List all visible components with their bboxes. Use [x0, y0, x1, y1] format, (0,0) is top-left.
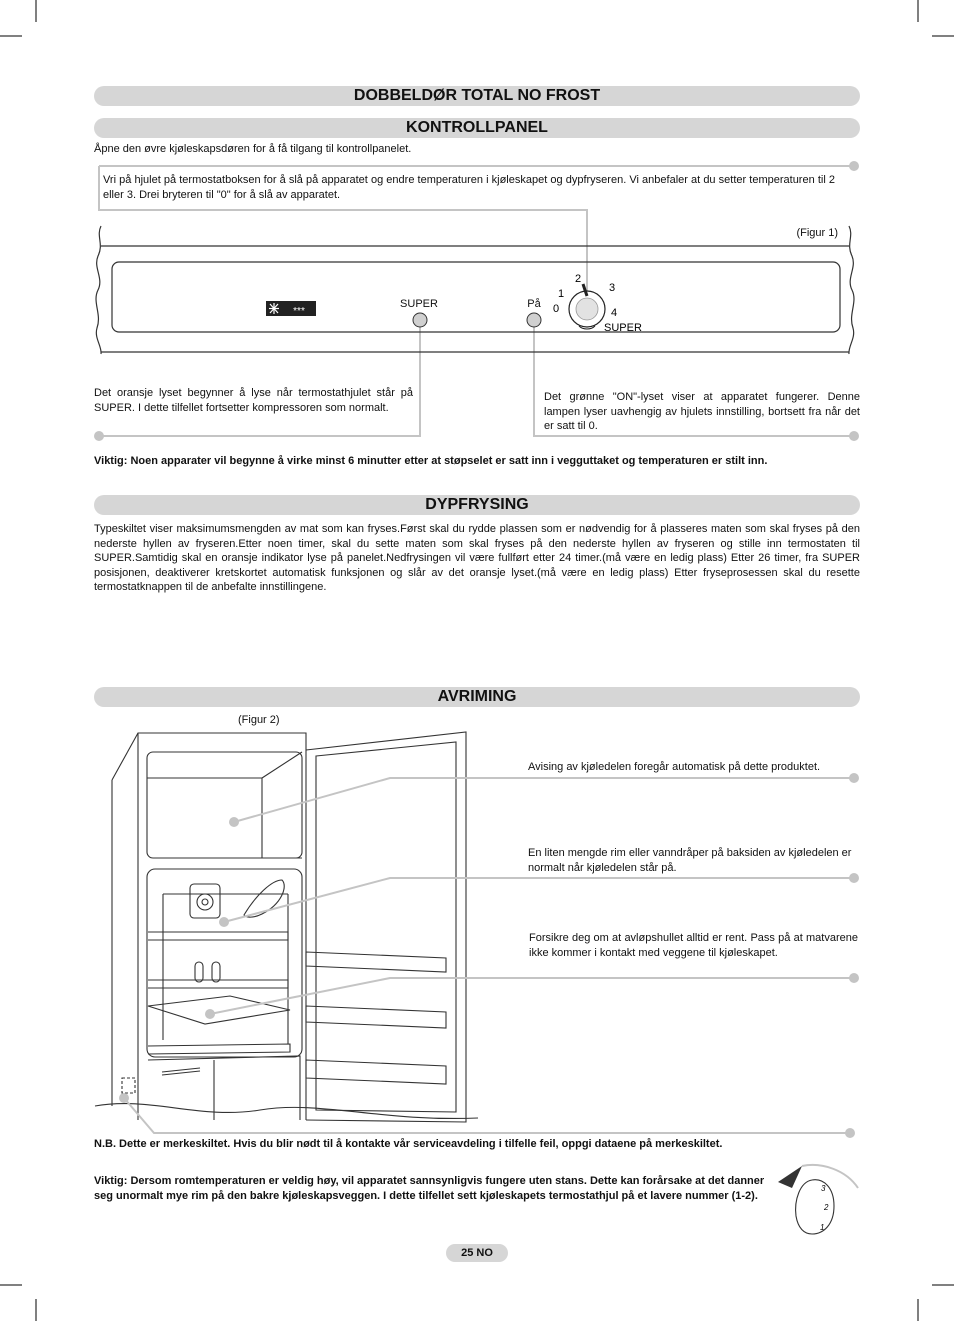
knob-number-2: 2 [824, 1203, 829, 1212]
dial-number-0: 0 [552, 303, 560, 315]
page-number: 25 NO [446, 1244, 508, 1262]
super-lamp-label: SUPER [400, 298, 438, 310]
figure1-label: (Figur 1) [796, 227, 838, 239]
avriming-callout-frost: En liten mengde rim eller vanndråper på baksiden av kjøledelen er normalt når kjøledelen står på. [528, 847, 852, 874]
kontrollpanel-intro: Åpne den øvre kjøleskapsdøren for å få tilgang til kontrollpanelet. [94, 143, 412, 155]
callout-super-lamp: Det oransje lyset begynner å lyse når termostathjulet står på SUPER. I dette tilfellet fortsetter kompressoren som normalt. [94, 387, 413, 414]
document-title: DOBBELDØR TOTAL NO FROST [94, 86, 860, 106]
on-lamp-label: På [527, 298, 541, 310]
callout-on-lamp: Det grønne "ON"-lyset viser at apparatet fungerer. Denne lampen lyser uavhengig av hjulets innstilling, bortsett fra når det er satt til 0. [544, 391, 860, 432]
dial-number-4: 4 [610, 307, 618, 319]
avriming-callout-drain: Forsikre deg om at avløpshullet alltid er rent. Pass på at matvarene ikke kommer i kontakt med veggene til kjøleskapet. [529, 932, 858, 959]
dial-super-label: SUPER [604, 322, 642, 334]
section-heading-kontrollpanel: KONTROLLPANEL [94, 118, 860, 138]
figure2-label: (Figur 2) [238, 714, 280, 726]
avriming-important-note: Viktig: Dersom romtemperaturen er veldig høy, vil apparatet sannsynligvis fungere uten stans. Dette kan forårsake at det danner seg unormalt mye rim på den bakre kjøleskapsveggen. I dette tilfellet sett kjøleskapets termostathjul på et lavere nummer (1-2). [94, 1175, 765, 1202]
section-heading-avriming: AVRIMING [94, 687, 860, 707]
avriming-callout-automatic: Avising av kjøledelen foregår automatisk på dette produktet. [528, 761, 821, 773]
section-heading-dypfrysing: DYPFRYSING [94, 495, 860, 515]
dial-number-2: 2 [574, 273, 582, 285]
kontrollpanel-important-note: Viktig: Noen apparater vil begynne å virke minst 6 minutter etter at støpselet er satt inn i vegguttaket og temperaturen er stilt inn. [94, 455, 768, 467]
dial-number-1: 1 [557, 288, 565, 300]
dypfrysing-body: Typeskiltet viser maksimumsmengden av mat som kan fryses.Først skal du rydde plassen som er nødvendig for å plasseres maten som skal fryses på den nederste hyllen av fryseren.Etter noen timer, skal du sette maten som skal fryses på den nederste hyllen av fryseren og stille inn termostaten til SUPER.Samtidig skal en oransje indikator lyse på panelet.Nedfrysingen vil være fullført etter 24 timer.(må være en ledig plass) Etter 26 timer, fra SUPER posisjonen, deaktiverer kretskortet automatisk funksjonen og slår av det oransje lyset.(må være en ledig plass) Etter fryseprosessen skal du resette termostatknappen til de anbefalte innstillingene. [94, 523, 860, 593]
avriming-nb-note: N.B. Dette er merkeskiltet. Hvis du blir nødt til å kontakte vår serviceavdeling i tilfelle feil, oppgi dataene på merkeskiltet. [94, 1138, 723, 1150]
callout-thermostat: Vri på hjulet på termostatboksen for å slå på apparatet og endre temperaturen i kjøleskapet og dypfryseren. Vi anbefaler at du setter temperaturen til 2 eller 3. Drei bryteren til "0" for å slå av apparatet. [103, 174, 835, 201]
dial-number-3: 3 [608, 282, 616, 294]
thermostat-knob-illustration [772, 1160, 862, 1240]
freezer-stars: *** [293, 306, 305, 317]
knob-number-3: 3 [821, 1184, 826, 1193]
knob-number-1: 1 [820, 1223, 825, 1232]
